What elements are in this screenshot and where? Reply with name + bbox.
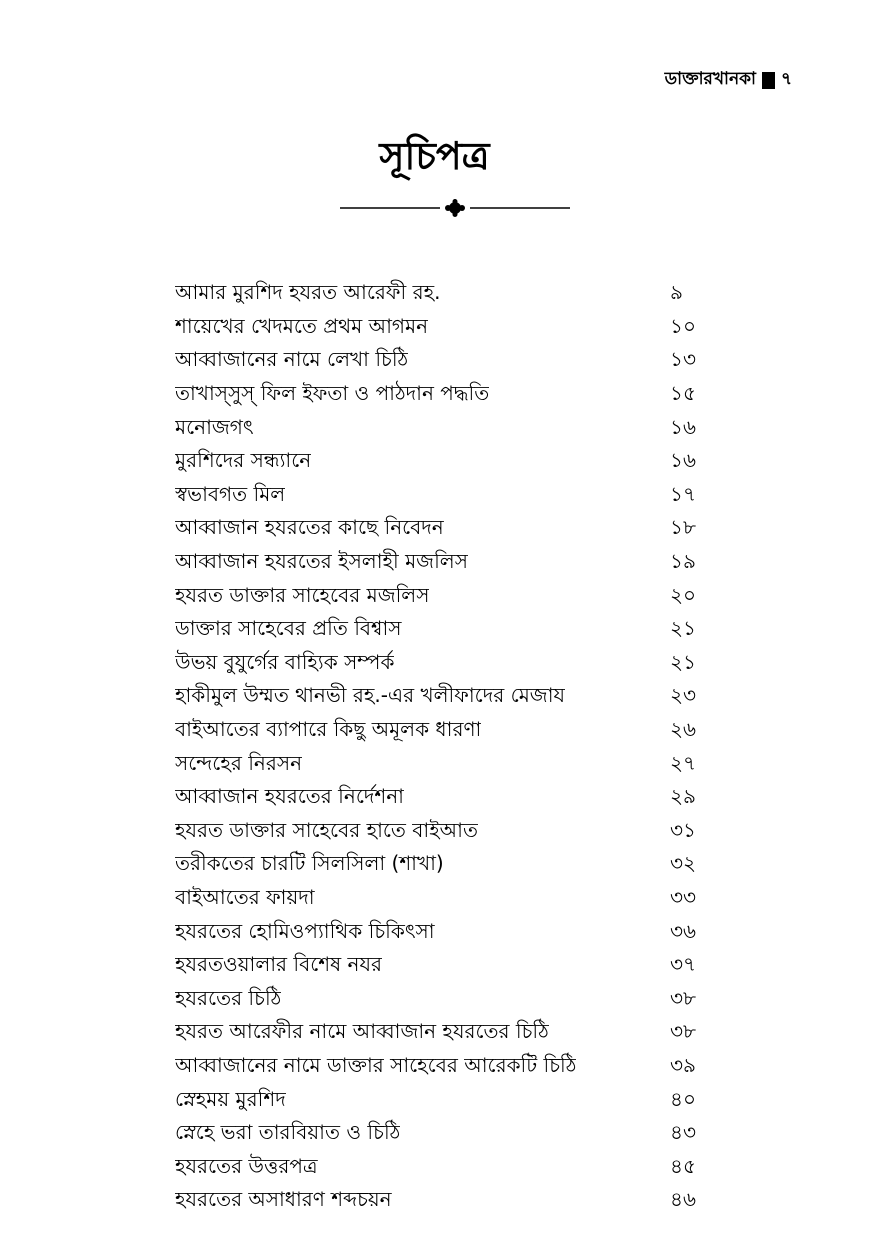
- toc-entry[interactable]: [175, 547, 710, 581]
- toc-entry-title: হযরত ডাক্তার সাহেবের মজলিস: [175, 582, 430, 607]
- toc-entry-page: ১৩: [670, 347, 696, 372]
- toc-entry-page: ২৯: [670, 784, 696, 809]
- toc-entry[interactable]: [175, 513, 710, 547]
- toc-entry-title: বাইআতের ব্যাপারে কিছু অমূলক ধারণা: [175, 717, 482, 742]
- toc-entry[interactable]: [175, 1185, 710, 1219]
- toc-entry-title: স্নেহময় মুরশিদ: [175, 1086, 286, 1111]
- toc-entry-page: ২৬: [670, 717, 697, 742]
- toc-entry[interactable]: [175, 312, 710, 346]
- toc-entry-page: ৩৯: [670, 1052, 696, 1077]
- toc-entry[interactable]: [175, 446, 710, 480]
- toc-entry[interactable]: [175, 379, 710, 413]
- toc-entry-title: হযরতওয়ালার বিশেষ নযর: [175, 952, 382, 977]
- toc-entry-title: ডাক্তার সাহেবের প্রতি বিশ্বাস: [175, 616, 402, 641]
- toc-entry-title: স্বভাবগত মিল: [175, 481, 286, 506]
- toc-entry-page: ১৬: [670, 448, 696, 473]
- toc-entry-title: আব্বাজানের নামে লেখা চিঠি: [175, 347, 409, 372]
- toc-entry[interactable]: [175, 782, 710, 816]
- toc-entry[interactable]: [175, 983, 710, 1017]
- toc-entry[interactable]: [175, 1017, 710, 1051]
- toc-entry[interactable]: [175, 1084, 710, 1118]
- toc-entry-page: ২১: [670, 649, 696, 674]
- toc-entry-page: ১০: [670, 313, 696, 338]
- toc-entry[interactable]: [175, 1151, 710, 1185]
- toc-entry-page: ১৭: [670, 481, 696, 506]
- toc-entry-page: ১৯: [670, 549, 696, 574]
- toc-entry-page: ৩৮: [670, 985, 696, 1010]
- toc-entry-title: হযরতের উত্তরপত্র: [175, 1153, 318, 1178]
- toc-entry-page: ৪৫: [670, 1153, 696, 1178]
- toc-entry-title: হাকীমুল উম্মত থানভী রহ.-এর খলীফাদের মেজায: [175, 683, 566, 708]
- toc-entry[interactable]: [175, 412, 710, 446]
- toc-entry-title: আব্বাজান হযরতের ইসলাহী মজলিস: [175, 549, 468, 574]
- toc-entry[interactable]: [175, 916, 710, 950]
- toc-entry[interactable]: [175, 883, 710, 917]
- toc-entry-title: আব্বাজানের নামে ডাক্তার সাহেবের আরেকটি চিঠি: [175, 1052, 577, 1077]
- toc-entry-page: ২৩: [670, 683, 697, 708]
- toc-entry-page: ৪০: [670, 1086, 696, 1111]
- running-title: ডাক্তারখানকা: [664, 69, 756, 89]
- toc-entry[interactable]: [175, 480, 710, 514]
- toc-entry-title: হযরত ডাক্তার সাহেবের হাতে বাইআত: [175, 817, 478, 842]
- toc-entry[interactable]: [175, 278, 710, 312]
- toc-entry-page: ৪৬: [670, 1187, 696, 1212]
- toc-entry-title: তরীকতের চারটি সিলসিলা (শাখা): [175, 851, 444, 876]
- toc-entry-page: ৪৩: [670, 1120, 696, 1145]
- toc-entry[interactable]: [175, 748, 710, 782]
- title-divider-ornament: [340, 198, 570, 218]
- toc-entry-title: আব্বাজান হযরতের কাছে নিবেদন: [175, 515, 444, 540]
- toc-entry-page: ৩৩: [670, 884, 697, 909]
- toc-entry-page: ৩৭: [670, 952, 697, 977]
- toc-entry-title: উভয় বুযুর্গের বাহ্যিক সম্পর্ক: [175, 649, 395, 674]
- toc-entry-title: আব্বাজান হযরতের নির্দেশনা: [175, 784, 404, 809]
- toc-entry-title: মনোজগৎ: [175, 414, 254, 439]
- toc-entry[interactable]: [175, 1051, 710, 1085]
- toc-entry-title: শায়েখের খেদমতে প্রথম আগমন: [175, 313, 429, 338]
- toc-entry-title: হযরতের চিঠি: [175, 985, 282, 1010]
- toc-entry[interactable]: [175, 1118, 710, 1152]
- toc-entry-page: ৯: [670, 280, 683, 305]
- toc-entry[interactable]: [175, 681, 710, 715]
- toc-entry-page: ৩৮: [670, 1019, 696, 1044]
- toc-entry-title: হযরত আরেফীর নামে আব্বাজান হযরতের চিঠি: [175, 1019, 549, 1044]
- toc-entry-page: ১৬: [670, 414, 696, 439]
- toc-entry-title: হযরতের হোমিওপ্যাথিক চিকিৎসা: [175, 918, 435, 943]
- toc-entry-title: আমার মুরশিদ হযরত আরেফী রহ.: [175, 280, 441, 305]
- toc-entry[interactable]: [175, 849, 710, 883]
- toc-entry[interactable]: [175, 648, 710, 682]
- page-title: সূচিপত্র: [379, 134, 490, 178]
- header-square-mark: [762, 72, 775, 89]
- toc-entry[interactable]: [175, 715, 710, 749]
- toc-entry[interactable]: [175, 816, 710, 850]
- toc-entry-title: স্নেহে ভরা তারবিয়াত ও চিঠি: [175, 1120, 401, 1145]
- toc-entry-page: ১৫: [670, 381, 696, 406]
- running-header: [665, 66, 792, 94]
- toc-entry-page: ২০: [670, 582, 697, 607]
- table-of-contents: [175, 278, 710, 1219]
- toc-entry[interactable]: [175, 614, 710, 648]
- toc-entry-page: ২৭: [670, 750, 697, 775]
- toc-entry-page: ৩৬: [670, 918, 697, 943]
- toc-entry-title: সন্দেহের নিরসন: [175, 750, 303, 775]
- toc-entry-title: বাইআতের ফায়দা: [175, 884, 315, 909]
- toc-entry-page: ১৮: [670, 515, 696, 540]
- toc-entry-page: ৩১: [670, 817, 696, 842]
- toc-entry-title: হযরতের অসাধারণ শব্দচয়ন: [175, 1187, 392, 1212]
- toc-entry-page: ৩২: [670, 851, 697, 876]
- toc-entry-title: তাখাস্সুস্ ফিল ইফতা ও পাঠদান পদ্ধতি: [175, 381, 490, 406]
- toc-entry[interactable]: [175, 580, 710, 614]
- toc-entry[interactable]: [175, 950, 710, 984]
- toc-entry-title: মুরশিদের সন্ধ্যানে: [175, 448, 312, 473]
- header-page-number: ৭: [780, 69, 792, 89]
- toc-entry[interactable]: [175, 345, 710, 379]
- toc-entry-page: ২১: [670, 616, 696, 641]
